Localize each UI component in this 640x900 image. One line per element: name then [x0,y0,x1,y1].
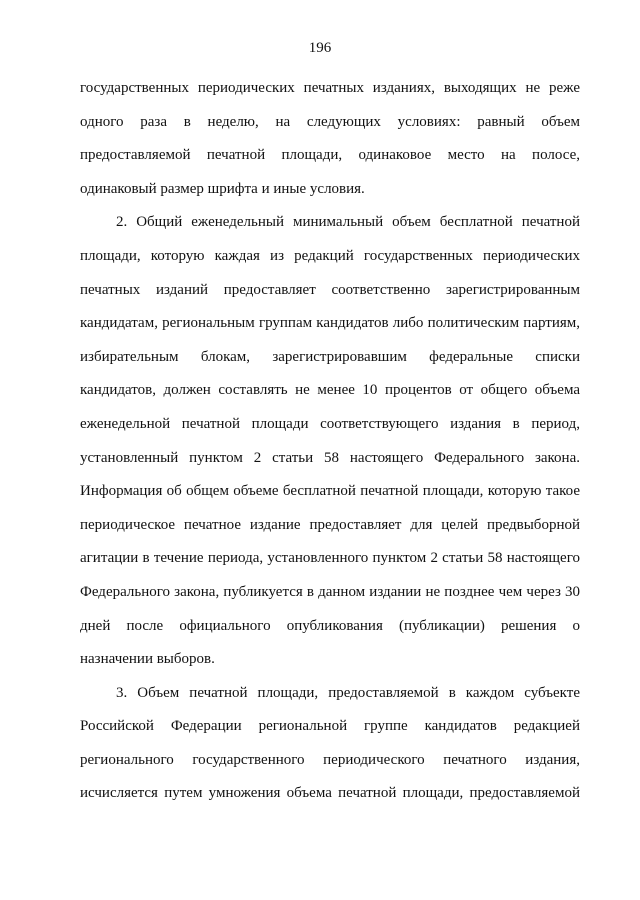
text-line: регионального государственного периодического печатного издания, [80,751,580,768]
text-line: Федерального закона, публикуется в данном издании не позднее чем через 30 [80,583,580,600]
text-line: еженедельной печатной площади соответствующего издания в период, [80,415,580,432]
text-line: одинаковый размер шрифта и иные условия. [80,180,365,197]
text-line: периодическое печатное издание предоставляет для целей предвыборной [80,516,580,533]
text-line: Информация об общем объеме бесплатной печатной площади, которую такое [80,483,580,500]
paragraph-3 [80,677,580,811]
text-line: кандидатам, региональным группам кандидатов либо политическим партиям, [80,315,580,332]
text-line: кандидатов, должен составлять не менее 10 процентов от общего объема [80,382,580,399]
text-line: исчисляется путем умножения объема печатной площади, предоставляемой [80,785,580,802]
text-line: агитации в течение периода, установленного пунктом 2 статьи 58 настоящего [80,550,580,567]
paragraph-1 [80,72,580,206]
text-line: 2. Общий еженедельный минимальный объем бесплатной печатной [116,214,580,231]
paragraph-2 [80,206,580,676]
text-line: Российской Федерации региональной группе кандидатов редакцией [80,718,580,735]
text-line: 3. Объем печатной площади, предоставляемой в каждом субъекте [116,684,580,701]
text-line: одного раза в неделю, на следующих условиях: равный объем [80,113,580,130]
page-number: 196 [308,40,332,56]
text-line: государственных периодических печатных изданиях, выходящих не реже [80,80,580,96]
text-line: установленный пунктом 2 статьи 58 настоящего Федерального закона. [80,449,580,466]
text-line: площади, которую каждая из редакций государственных периодических [80,247,580,264]
text-line: предоставляемой печатной площади, одинаковое место на полосе, [80,147,580,164]
text-line: назначении выборов. [80,651,215,668]
body-text [80,72,580,811]
text-line: избирательным блокам, зарегистрировавшим федеральные списки [80,348,580,365]
text-line: печатных изданий предоставляет соответственно зарегистрированным [80,281,580,298]
text-line: дней после официального опубликования (публикации) решения о [80,617,580,634]
